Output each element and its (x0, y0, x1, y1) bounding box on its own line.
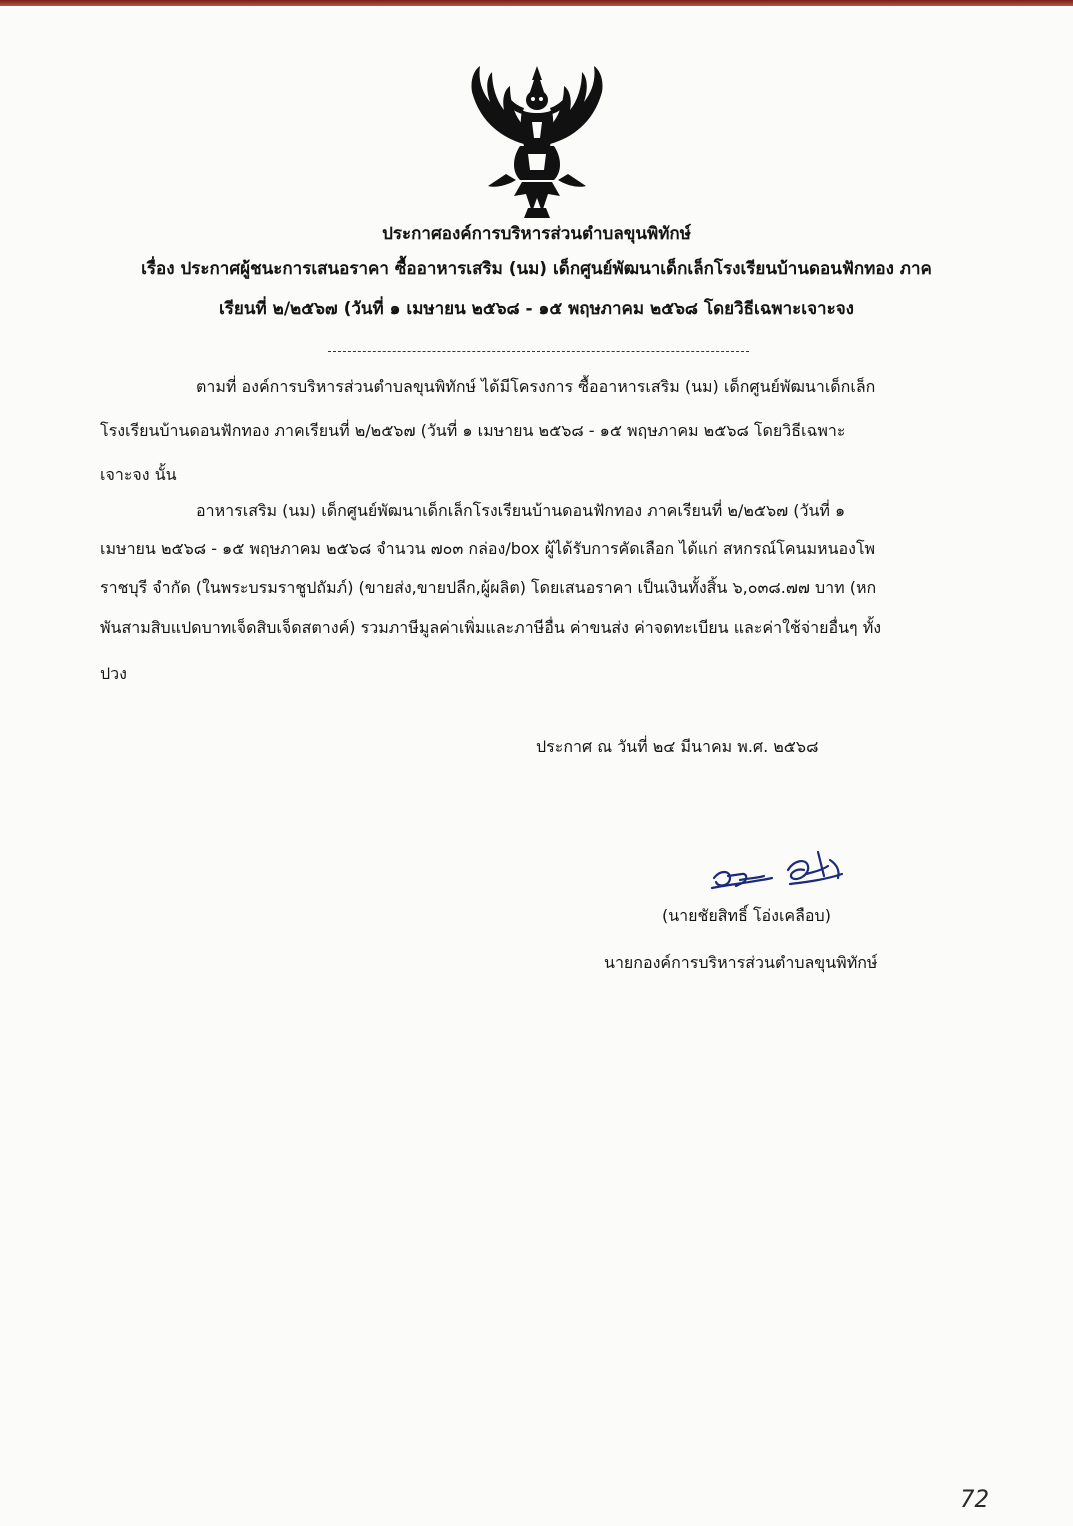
handwritten-page-number (956, 1484, 1016, 1514)
announcement-title: ประกาศองค์การบริหารส่วนตำบลขุนพิทักษ์ (382, 224, 691, 244)
garuda-emblem-icon (462, 62, 612, 222)
subject-line-1: เรื่อง ประกาศผู้ชนะการเสนอราคา ซื้ออาหารเสริม (นม) เด็กศูนย์พัฒนาเด็กเล็กโรงเรียนบ้านดอนฟักทอง ภาค (141, 259, 932, 279)
separator-line (328, 351, 749, 352)
signature-image (706, 848, 852, 898)
paragraph-2-line-4: พันสามสิบแปดบาทเจ็ดสิบเจ็ดสตางค์) รวมภาษีมูลค่าเพิ่มและภาษีอื่น ค่าขนส่ง ค่าจดทะเบียน และค่าใช้จ่ายอื่นๆ ทั้ง (100, 618, 882, 637)
paragraph-2-line-3: ราชบุรี จำกัด (ในพระบรมราชูปถัมภ์) (ขายส่ง,ขายปลีก,ผู้ผลิต) โดยเสนอราคา เป็นเงินทั้งสิ้น ๖,๐๓๘.๗๗ บาท (หก (100, 578, 877, 597)
page-number-text: 72 (960, 1485, 989, 1513)
paragraph-2-line-1: อาหารเสริม (นม) เด็กศูนย์พัฒนาเด็กเล็กโรงเรียนบ้านดอนฟักทอง ภาคเรียนที่ ๒/๒๕๖๗ (วันที่ ๑ (196, 501, 846, 520)
announcement-date: ประกาศ ณ วันที่ ๒๔ มีนาคม พ.ศ. ๒๕๖๘ (536, 737, 819, 756)
page-top-edge (0, 0, 1073, 6)
paragraph-1-line-2: โรงเรียนบ้านดอนฟักทอง ภาคเรียนที่ ๒/๒๕๖๗ (วันที่ ๑ เมษายน ๒๕๖๘ - ๑๕ พฤษภาคม ๒๕๖๘ โดยวิธีเฉพาะ (100, 421, 846, 440)
paragraph-2-line-5: ปวง (100, 664, 127, 683)
signer-name: (นายชัยสิทธิ์ โอ่งเคลือบ) (662, 906, 831, 925)
paragraph-2-line-2: เมษายน ๒๕๖๘ - ๑๕ พฤษภาคม ๒๕๖๘ จำนวน ๗๐๓ กล่อง/box ผู้ได้รับการคัดเลือก ได้แก่ สหกรณ์โคนมหนองโพ (100, 539, 876, 558)
paragraph-1-line-1: ตามที่ องค์การบริหารส่วนตำบลขุนพิทักษ์ ได้มีโครงการ ซื้ออาหารเสริม (นม) เด็กศูนย์พัฒนาเด็กเล็ก (196, 377, 876, 396)
paragraph-1-line-3: เจาะจง นั้น (100, 465, 177, 484)
signer-position: นายกองค์การบริหารส่วนตำบลขุนพิทักษ์ (604, 953, 878, 972)
subject-line-2: เรียนที่ ๒/๒๕๖๗ (วันที่ ๑ เมษายน ๒๕๖๘ - ๑๕ พฤษภาคม ๒๕๖๘ โดยวิธีเฉพาะเจาะจง (218, 299, 854, 319)
